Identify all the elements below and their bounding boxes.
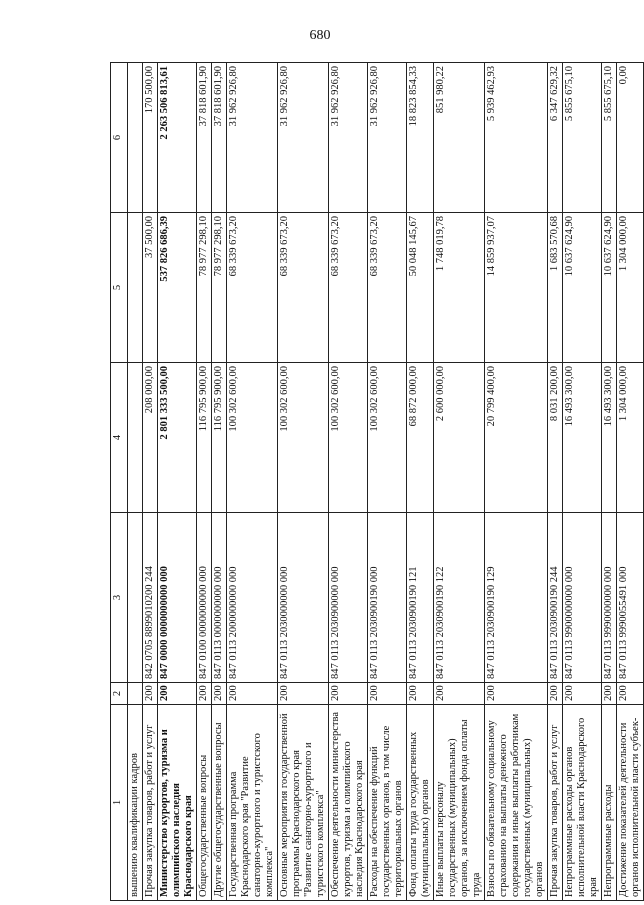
row-remaining-cell: 37 818 601,90 <box>212 63 227 213</box>
row-executed-cell: 68 339 673,20 <box>329 213 368 363</box>
row-name-cell: Государственная программа Краснодарского края "Развитие санаторно-курортного и туристского комплекса" <box>227 705 278 901</box>
row-executed-cell: 78 977 298,10 <box>197 213 212 363</box>
row-executed-cell: 537 826 686,39 <box>158 213 197 363</box>
column-header-3: 3 <box>111 513 128 683</box>
table-row <box>485 63 548 901</box>
row-code-cell: 847 0113 2030900190 121 <box>407 513 434 683</box>
row-approved-cell: 116 795 900,00 <box>212 363 227 513</box>
row-code-cell: 847 0113 2030900190 000 <box>368 513 407 683</box>
row-admin-cell: 200 <box>617 683 644 705</box>
row-executed-cell: 68 339 673,20 <box>278 213 329 363</box>
row-remaining-cell: 0,00 <box>617 63 644 213</box>
rotated-table-container <box>110 63 641 901</box>
row-name-cell: Другие общегосударственные вопросы <box>212 705 227 901</box>
table-row <box>548 63 563 901</box>
row-code-cell: 847 0000 0000000000 000 <box>158 513 197 683</box>
table-row <box>563 63 602 901</box>
row-executed-cell: 50 048 145,67 <box>407 213 434 363</box>
row-name-cell: Министерство курортов, туризма и олимпийского наследия Краснодарского края <box>158 705 197 901</box>
row-name-cell: Непрограммные расходы органов исполнительной власти Краснодарского края <box>563 705 602 901</box>
row-name-cell: Непрограммные расходы <box>602 705 617 901</box>
row-approved-cell: 1 304 000,00 <box>617 363 644 513</box>
row-admin-cell: 200 <box>548 683 563 705</box>
row-executed-cell: 68 339 673,20 <box>368 213 407 363</box>
row-executed-cell: 1 748 019,78 <box>434 213 485 363</box>
row-remaining-cell: 5 855 675,10 <box>563 63 602 213</box>
rotated-table-area <box>110 63 641 901</box>
row-remaining-cell: 31 962 926,80 <box>368 63 407 213</box>
row-approved-cell: 100 302 600,00 <box>368 363 407 513</box>
row-executed-cell: 1 683 570,68 <box>548 213 563 363</box>
row-executed-cell: 37 500,00 <box>143 213 158 363</box>
table-row <box>602 63 617 901</box>
row-admin-cell: 200 <box>329 683 368 705</box>
row-approved-cell: 208 000,00 <box>143 363 158 513</box>
table-row <box>158 63 197 901</box>
row-admin-cell: 200 <box>368 683 407 705</box>
row-name-cell: Расходы на обеспечение функций государственных органов, в том числе территориальных органов <box>368 705 407 901</box>
row-remaining-cell: 18 823 854,33 <box>407 63 434 213</box>
row-approved-cell: 100 302 600,00 <box>227 363 278 513</box>
row-code-cell: 847 0113 9990000000 000 <box>602 513 617 683</box>
table-row <box>368 63 407 901</box>
row-executed-cell: 14 859 937,07 <box>485 213 548 363</box>
row-name-cell: Основные мероприятия государственной программы Краснодарского края "Развитие санаторно-курортного и туристского комплекса" <box>278 705 329 901</box>
row-name-cell: Иные выплаты персоналу государственных (муниципальных) органов, за исключением фонда оплаты труда <box>434 705 485 901</box>
row-name-cell: Прочая закупка товаров, работ и услуг <box>548 705 563 901</box>
row-executed-cell: 78 977 298,10 <box>212 213 227 363</box>
row-code-cell: 847 0113 9990055491 000 <box>617 513 644 683</box>
row-remaining-cell: 6 347 629,32 <box>548 63 563 213</box>
row-remaining-cell: 31 962 926,80 <box>227 63 278 213</box>
row-remaining-cell: 31 962 926,80 <box>278 63 329 213</box>
row-name-cell: вышению квалификации кадров <box>128 705 143 901</box>
column-header-2: 2 <box>111 683 128 705</box>
row-executed-cell: 10 637 624,90 <box>563 213 602 363</box>
row-remaining-cell: 5 855 675,10 <box>602 63 617 213</box>
row-approved-cell: 16 493 300,00 <box>563 363 602 513</box>
row-admin-cell: 200 <box>563 683 602 705</box>
budget-table <box>110 62 644 901</box>
row-approved-cell: 68 872 000,00 <box>407 363 434 513</box>
row-code-cell: 847 0113 0000000000 000 <box>212 513 227 683</box>
row-name-cell: Фонд оплаты труда государственных (муниципальных) органов <box>407 705 434 901</box>
row-name-cell: Достижение показателей деятельности органов исполнительной власти субъек- <box>617 705 644 901</box>
row-remaining-cell: 37 818 601,90 <box>197 63 212 213</box>
row-name-cell: Общегосударственные вопросы <box>197 705 212 901</box>
row-approved-cell: 8 031 200,00 <box>548 363 563 513</box>
table-row <box>617 63 644 901</box>
table-body <box>128 63 644 901</box>
table-row <box>143 63 158 901</box>
row-admin-cell: 200 <box>278 683 329 705</box>
row-admin-cell: 200 <box>227 683 278 705</box>
row-admin-cell: 200 <box>143 683 158 705</box>
table-row <box>329 63 368 901</box>
table-row <box>434 63 485 901</box>
column-header-4: 4 <box>111 363 128 513</box>
row-remaining-cell: 31 962 926,80 <box>329 63 368 213</box>
column-header-6: 6 <box>111 63 128 213</box>
row-remaining-cell: 170 500,00 <box>143 63 158 213</box>
row-remaining-cell: 5 939 462,93 <box>485 63 548 213</box>
row-approved-cell <box>128 363 143 513</box>
row-code-cell: 847 0113 2030000000 000 <box>278 513 329 683</box>
row-admin-cell: 200 <box>407 683 434 705</box>
row-code-cell: 847 0113 2030900190 122 <box>434 513 485 683</box>
row-code-cell: 847 0113 2030900190 244 <box>548 513 563 683</box>
table-row <box>128 63 143 901</box>
row-code-cell: 847 0113 2030900190 129 <box>485 513 548 683</box>
row-code-cell: 847 0113 2000000000 000 <box>227 513 278 683</box>
row-code-cell: 842 0705 8899010200 244 <box>143 513 158 683</box>
row-executed-cell: 1 304 000,00 <box>617 213 644 363</box>
row-approved-cell: 20 799 400,00 <box>485 363 548 513</box>
row-name-cell: Взносы по обязательному социальному страхованию на выплаты денежного содержания и иные выплаты работникам государственных (муниципальных) органов <box>485 705 548 901</box>
table-row <box>278 63 329 901</box>
row-remaining-cell: 2 263 506 813,61 <box>158 63 197 213</box>
row-code-cell: 847 0100 0000000000 000 <box>197 513 212 683</box>
row-executed-cell: 68 339 673,20 <box>227 213 278 363</box>
row-admin-cell <box>128 683 143 705</box>
row-approved-cell: 100 302 600,00 <box>278 363 329 513</box>
row-name-cell: Обеспечение деятельности министерства курортов, туризма и олимпийского наследия Краснодарского края <box>329 705 368 901</box>
row-code-cell: 847 0113 9900000000 000 <box>563 513 602 683</box>
row-approved-cell: 116 795 900,00 <box>197 363 212 513</box>
row-admin-cell: 200 <box>212 683 227 705</box>
column-header-5: 5 <box>111 213 128 363</box>
row-code-cell: 847 0113 2030900000 000 <box>329 513 368 683</box>
page-number: 680 <box>309 28 331 43</box>
column-header-1: 1 <box>111 705 128 901</box>
row-approved-cell: 16 493 300,00 <box>602 363 617 513</box>
row-admin-cell: 200 <box>434 683 485 705</box>
table-row <box>212 63 227 901</box>
row-approved-cell: 2 801 333 500,00 <box>158 363 197 513</box>
row-admin-cell: 200 <box>602 683 617 705</box>
row-admin-cell: 200 <box>197 683 212 705</box>
row-approved-cell: 100 302 600,00 <box>329 363 368 513</box>
row-admin-cell: 200 <box>158 683 197 705</box>
row-remaining-cell: 851 980,22 <box>434 63 485 213</box>
row-code-cell <box>128 513 143 683</box>
table-header-row <box>111 63 128 901</box>
table-row <box>227 63 278 901</box>
row-admin-cell: 200 <box>485 683 548 705</box>
row-approved-cell: 2 600 000,00 <box>434 363 485 513</box>
row-executed-cell <box>128 213 143 363</box>
table-row <box>407 63 434 901</box>
row-remaining-cell <box>128 63 143 213</box>
row-name-cell: Прочая закупка товаров, работ и услуг <box>143 705 158 901</box>
row-executed-cell: 10 637 624,90 <box>602 213 617 363</box>
table-row <box>197 63 212 901</box>
